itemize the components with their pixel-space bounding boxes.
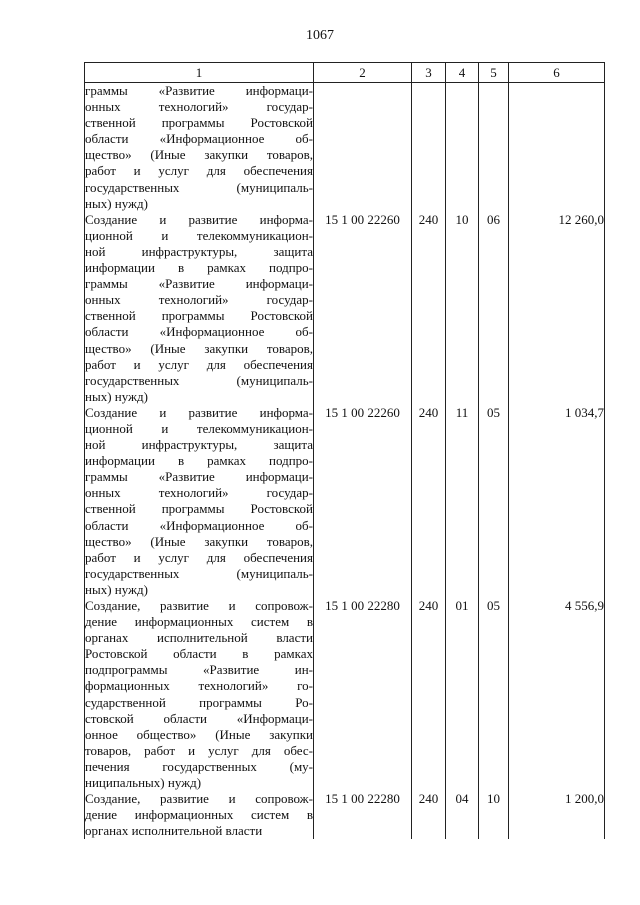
- description-line: работ и услуг для обеспечения: [85, 549, 313, 565]
- description-line: ниципальных) нужд): [85, 775, 202, 791]
- description-line: Создание и развитие информа-: [85, 404, 313, 420]
- subsection-cell: 10: [479, 791, 509, 839]
- description-line: ционной и телекоммуникацион-: [85, 420, 313, 436]
- description-line: онное общество» (Иные закупки: [85, 726, 313, 742]
- description-line: граммы «Развитие информаци-: [85, 276, 313, 292]
- column-header-2: 2: [314, 63, 412, 83]
- description-line: органах исполнительной власти: [85, 823, 263, 839]
- description-line: подпрограммы «Развитие ин-: [85, 662, 313, 678]
- description-line: области «Информационное об-: [85, 517, 313, 533]
- description-line: ственной программы Ростовской: [85, 308, 313, 324]
- description-line: области «Информационное об-: [85, 131, 313, 147]
- description-line: дение информационных систем в: [85, 614, 313, 630]
- description-line: ственной программы Ростовской: [85, 115, 313, 131]
- amount-cell: 1 034,7: [509, 405, 605, 598]
- section-cell: 04: [446, 791, 479, 839]
- target-code-cell: 15 1 00 22280: [314, 791, 412, 839]
- budget-table: [84, 62, 605, 839]
- expense-type-cell: [412, 83, 446, 212]
- page-number: 1067: [306, 28, 334, 43]
- row-description: [85, 598, 314, 791]
- description-line: сударственной программы Ро-: [85, 694, 313, 710]
- description-line: формационных технологий» го-: [85, 678, 313, 694]
- subsection-cell: 06: [479, 212, 509, 405]
- description-line: онных технологий» государ-: [85, 485, 313, 501]
- description-line: Создание и развитие информа-: [85, 211, 313, 227]
- description-line: органах исполнительной власти: [85, 630, 313, 646]
- column-header-5: 5: [479, 63, 509, 83]
- column-header-1: 1: [85, 63, 314, 83]
- description-line: государственных (муниципаль-: [85, 179, 313, 195]
- description-line: государственных (муниципаль-: [85, 565, 313, 581]
- subsection-cell: 05: [479, 405, 509, 598]
- description-line: Создание, развитие и сопровож-: [85, 598, 313, 613]
- row-description: [85, 83, 314, 212]
- target-code-cell: 15 1 00 22280: [314, 598, 412, 791]
- description-line: Создание, развитие и сопровож-: [85, 791, 313, 807]
- section-cell: 10: [446, 212, 479, 405]
- expense-type-cell: 240: [412, 405, 446, 598]
- description-line: печения государственных (му-: [85, 758, 313, 774]
- description-line: ных) нужд): [85, 581, 148, 597]
- description-line: области «Информационное об-: [85, 324, 313, 340]
- table-row: [85, 212, 605, 405]
- description-line: дение информационных систем в: [85, 807, 313, 823]
- column-header-4: 4: [446, 63, 479, 83]
- amount-cell: 4 556,9: [509, 598, 605, 791]
- section-cell: 11: [446, 405, 479, 598]
- subsection-cell: [479, 83, 509, 212]
- amount-cell: [509, 83, 605, 212]
- section-cell: [446, 83, 479, 212]
- expense-type-cell: 240: [412, 791, 446, 839]
- table-row: [85, 791, 605, 839]
- expense-type-cell: 240: [412, 598, 446, 791]
- description-line: ной инфраструктуры, защита: [85, 243, 313, 259]
- description-line: ной инфраструктуры, защита: [85, 437, 313, 453]
- description-line: информации в рамках подпро-: [85, 453, 313, 469]
- table-header-row: [85, 63, 605, 83]
- description-line: работ и услуг для обеспечения: [85, 356, 313, 372]
- description-line: ных) нужд): [85, 388, 148, 404]
- row-description: [85, 212, 314, 405]
- column-header-6: 6: [509, 63, 605, 83]
- section-cell: 01: [446, 598, 479, 791]
- description-line: ных) нужд): [85, 195, 148, 211]
- description-line: Ростовской области в рамках: [85, 646, 313, 662]
- description-line: онных технологий» государ-: [85, 99, 313, 115]
- description-line: работ и услуг для обеспечения: [85, 163, 313, 179]
- target-code-cell: [314, 83, 412, 212]
- column-header-3: 3: [412, 63, 446, 83]
- subsection-cell: 05: [479, 598, 509, 791]
- amount-cell: 1 200,0: [509, 791, 605, 839]
- description-line: граммы «Развитие информаци-: [85, 469, 313, 485]
- table-row: [85, 405, 605, 598]
- table-row: [85, 598, 605, 791]
- description-line: щество» (Иные закупки товаров,: [85, 340, 313, 356]
- description-line: ственной программы Ростовской: [85, 501, 313, 517]
- expense-type-cell: 240: [412, 212, 446, 405]
- description-line: ционной и телекоммуникацион-: [85, 227, 313, 243]
- target-code-cell: 15 1 00 22260: [314, 405, 412, 598]
- row-description: [85, 791, 314, 839]
- description-line: товаров, работ и услуг для обес-: [85, 742, 313, 758]
- description-line: информации в рамках подпро-: [85, 260, 313, 276]
- description-line: щество» (Иные закупки товаров,: [85, 533, 313, 549]
- description-line: щество» (Иные закупки товаров,: [85, 147, 313, 163]
- amount-cell: 12 260,0: [509, 212, 605, 405]
- description-line: государственных (муниципаль-: [85, 372, 313, 388]
- description-line: стовской области «Информаци-: [85, 710, 313, 726]
- row-description: [85, 405, 314, 598]
- description-line: онных технологий» государ-: [85, 292, 313, 308]
- target-code-cell: 15 1 00 22260: [314, 212, 412, 405]
- description-line: граммы «Развитие информаци-: [85, 83, 313, 98]
- table-row: [85, 83, 605, 212]
